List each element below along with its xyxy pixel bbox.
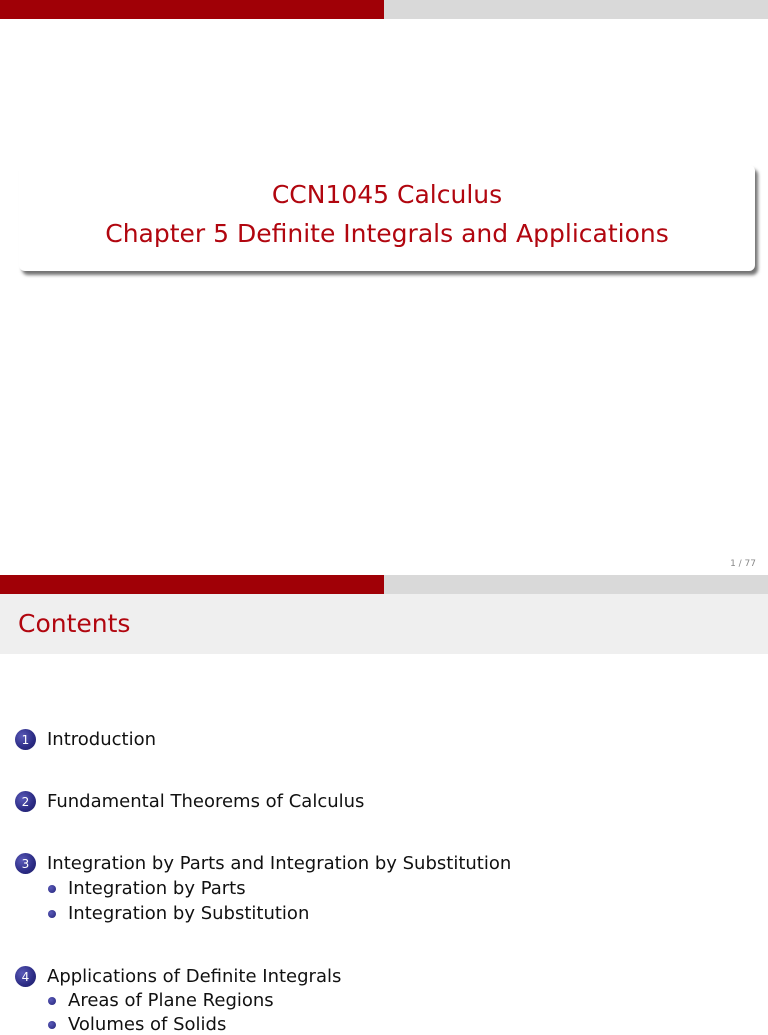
- toc-subitem-integration-by-parts[interactable]: [48, 880, 246, 898]
- course-title: CCN1045 Calculus: [271, 180, 503, 209]
- section-number-ball: 2: [15, 791, 36, 812]
- toc-item-label: Fundamental Theorems of Calculus: [47, 790, 365, 812]
- chapter-title: Chapter 5 Definite Integrals and Applications: [105, 219, 669, 248]
- toc-subitem-integration-by-substitution[interactable]: [48, 905, 309, 923]
- bullet-icon: [48, 1021, 56, 1029]
- section-number-ball: 1: [15, 729, 36, 750]
- header-bar-red: [0, 575, 384, 594]
- header-bar: [0, 0, 768, 19]
- toc-subitem-label: Integration by Parts: [68, 878, 246, 899]
- page-number: 1 / 77: [730, 559, 756, 569]
- toc-item-introduction[interactable]: [15, 729, 156, 750]
- toc-subitem-label: Volumes of Solids: [68, 1014, 227, 1035]
- toc-subitem-label: Integration by Substitution: [68, 903, 310, 924]
- header-bar-grey: [384, 575, 768, 594]
- section-number-ball: 3: [15, 853, 36, 874]
- toc-item-fundamental-theorems[interactable]: [15, 791, 364, 812]
- toc-subitem-label: Areas of Plane Regions: [68, 990, 274, 1011]
- bullet-icon: [48, 885, 56, 893]
- toc-subitem-areas[interactable]: [48, 992, 274, 1010]
- title-box: [19, 165, 755, 271]
- frame-title: Contents: [18, 609, 131, 638]
- header-bar-grey: [384, 0, 768, 19]
- toc-item-label: Integration by Parts and Integration by Substitution: [47, 852, 512, 874]
- toc-item-label: Introduction: [47, 728, 157, 750]
- header-bar-slide2: [0, 575, 768, 594]
- header-bar-red: [0, 0, 384, 19]
- section-number-ball: 4: [15, 966, 36, 987]
- toc-item-integration-techniques[interactable]: [15, 853, 511, 874]
- toc-item-applications[interactable]: [15, 966, 341, 987]
- toc-item-label: Applications of Definite Integrals: [47, 965, 342, 987]
- bullet-icon: [48, 910, 56, 918]
- bullet-icon: [48, 997, 56, 1005]
- toc-subitem-volumes[interactable]: [48, 1016, 226, 1034]
